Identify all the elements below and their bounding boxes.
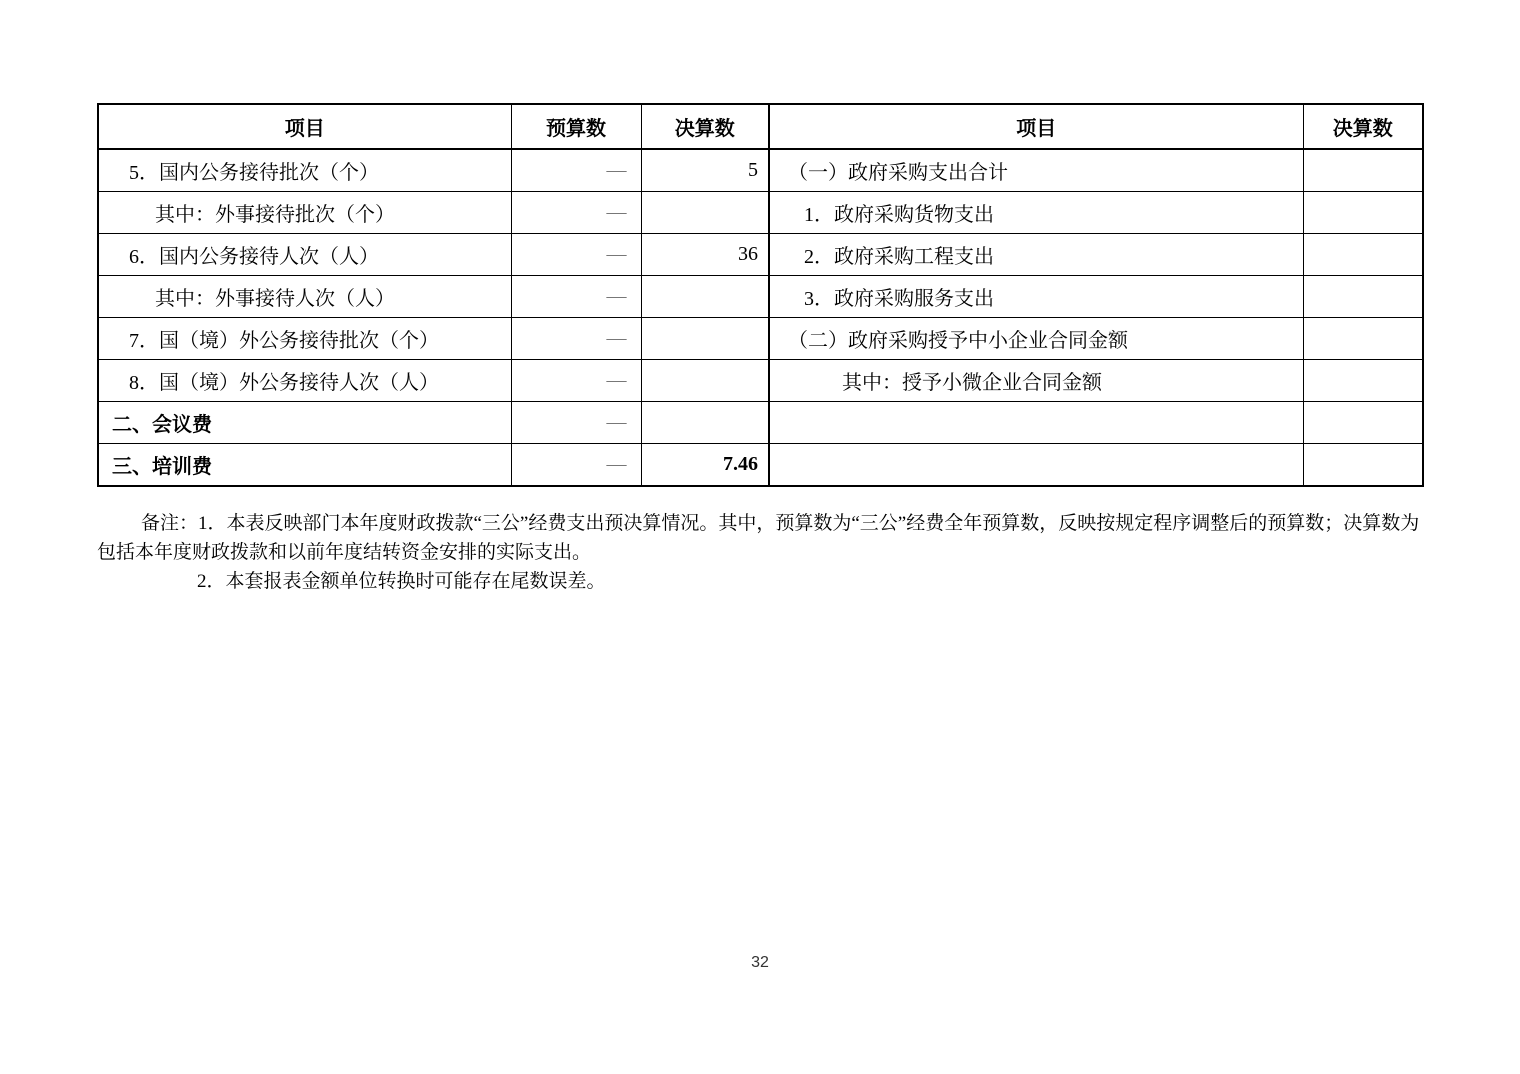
cell-final-left: 7.46 xyxy=(641,444,769,487)
table-row xyxy=(98,276,1423,318)
cell-budget: — xyxy=(511,149,641,192)
cell-budget: — xyxy=(511,402,641,444)
cell-final-left xyxy=(641,318,769,360)
table-row xyxy=(98,192,1423,234)
cell-item-right: 1．政府采购货物支出 xyxy=(769,192,1303,234)
cell-item-left: 其中：外事接待批次（个） xyxy=(98,192,511,234)
cell-final-right xyxy=(1303,234,1423,276)
cell-final-right xyxy=(1303,444,1423,487)
header-item-left: 项目 xyxy=(98,104,511,149)
table-row xyxy=(98,318,1423,360)
cell-final-left xyxy=(641,360,769,402)
cell-budget: — xyxy=(511,276,641,318)
cell-final-right xyxy=(1303,192,1423,234)
table-row xyxy=(98,444,1423,487)
cell-item-right: 2．政府采购工程支出 xyxy=(769,234,1303,276)
header-final-right: 决算数 xyxy=(1303,104,1423,149)
cell-item-right: （一）政府采购支出合计 xyxy=(769,149,1303,192)
note-line-2: 包括本年度财政拨款和以前年度结转资金安排的实际支出。 xyxy=(97,542,592,563)
cell-budget: — xyxy=(511,318,641,360)
cell-item-left: 三、培训费 xyxy=(98,444,511,487)
cell-final-left: 36 xyxy=(641,234,769,276)
cell-item-left: 8．国（境）外公务接待人次（人） xyxy=(98,360,511,402)
table-row xyxy=(98,360,1423,402)
note-line-1: 备注：1．本表反映部门本年度财政拨款“三公”经费支出预决算情况。其中，预算数为“三公”经费全年预算数，反映按规定程序调整后的预算数；决算数为 xyxy=(141,513,1420,534)
three-public-expenses-table xyxy=(97,103,1424,487)
cell-budget: — xyxy=(511,360,641,402)
footnotes xyxy=(97,509,1428,596)
cell-item-left: 6．国内公务接待人次（人） xyxy=(98,234,511,276)
cell-final-right xyxy=(1303,149,1423,192)
cell-budget: — xyxy=(511,192,641,234)
cell-item-right: 其中：授予小微企业合同金额 xyxy=(769,360,1303,402)
cell-item-left: 其中：外事接待人次（人） xyxy=(98,276,511,318)
cell-final-right xyxy=(1303,360,1423,402)
cell-item-left: 7．国（境）外公务接待批次（个） xyxy=(98,318,511,360)
cell-final-left xyxy=(641,276,769,318)
table-row xyxy=(98,402,1423,444)
page-number: 32 xyxy=(751,954,769,971)
note-line-3: 2．本套报表金额单位转换时可能存在尾数误差。 xyxy=(197,571,606,592)
cell-item-right xyxy=(769,402,1303,444)
cell-item-left: 二、会议费 xyxy=(98,402,511,444)
cell-final-right xyxy=(1303,276,1423,318)
table-container xyxy=(97,103,1424,487)
table-row xyxy=(98,234,1423,276)
header-item-right: 项目 xyxy=(769,104,1303,149)
cell-item-left: 5．国内公务接待批次（个） xyxy=(98,149,511,192)
cell-final-right xyxy=(1303,402,1423,444)
header-budget: 预算数 xyxy=(511,104,641,149)
cell-final-left xyxy=(641,192,769,234)
cell-item-right xyxy=(769,444,1303,487)
cell-item-right: 3．政府采购服务支出 xyxy=(769,276,1303,318)
table-row xyxy=(98,149,1423,192)
table-header-row xyxy=(98,104,1423,149)
header-final-left: 决算数 xyxy=(641,104,769,149)
cell-item-right: （二）政府采购授予中小企业合同金额 xyxy=(769,318,1303,360)
cell-final-left xyxy=(641,402,769,444)
cell-final-left: 5 xyxy=(641,149,769,192)
cell-budget: — xyxy=(511,444,641,487)
cell-final-right xyxy=(1303,318,1423,360)
cell-budget: — xyxy=(511,234,641,276)
